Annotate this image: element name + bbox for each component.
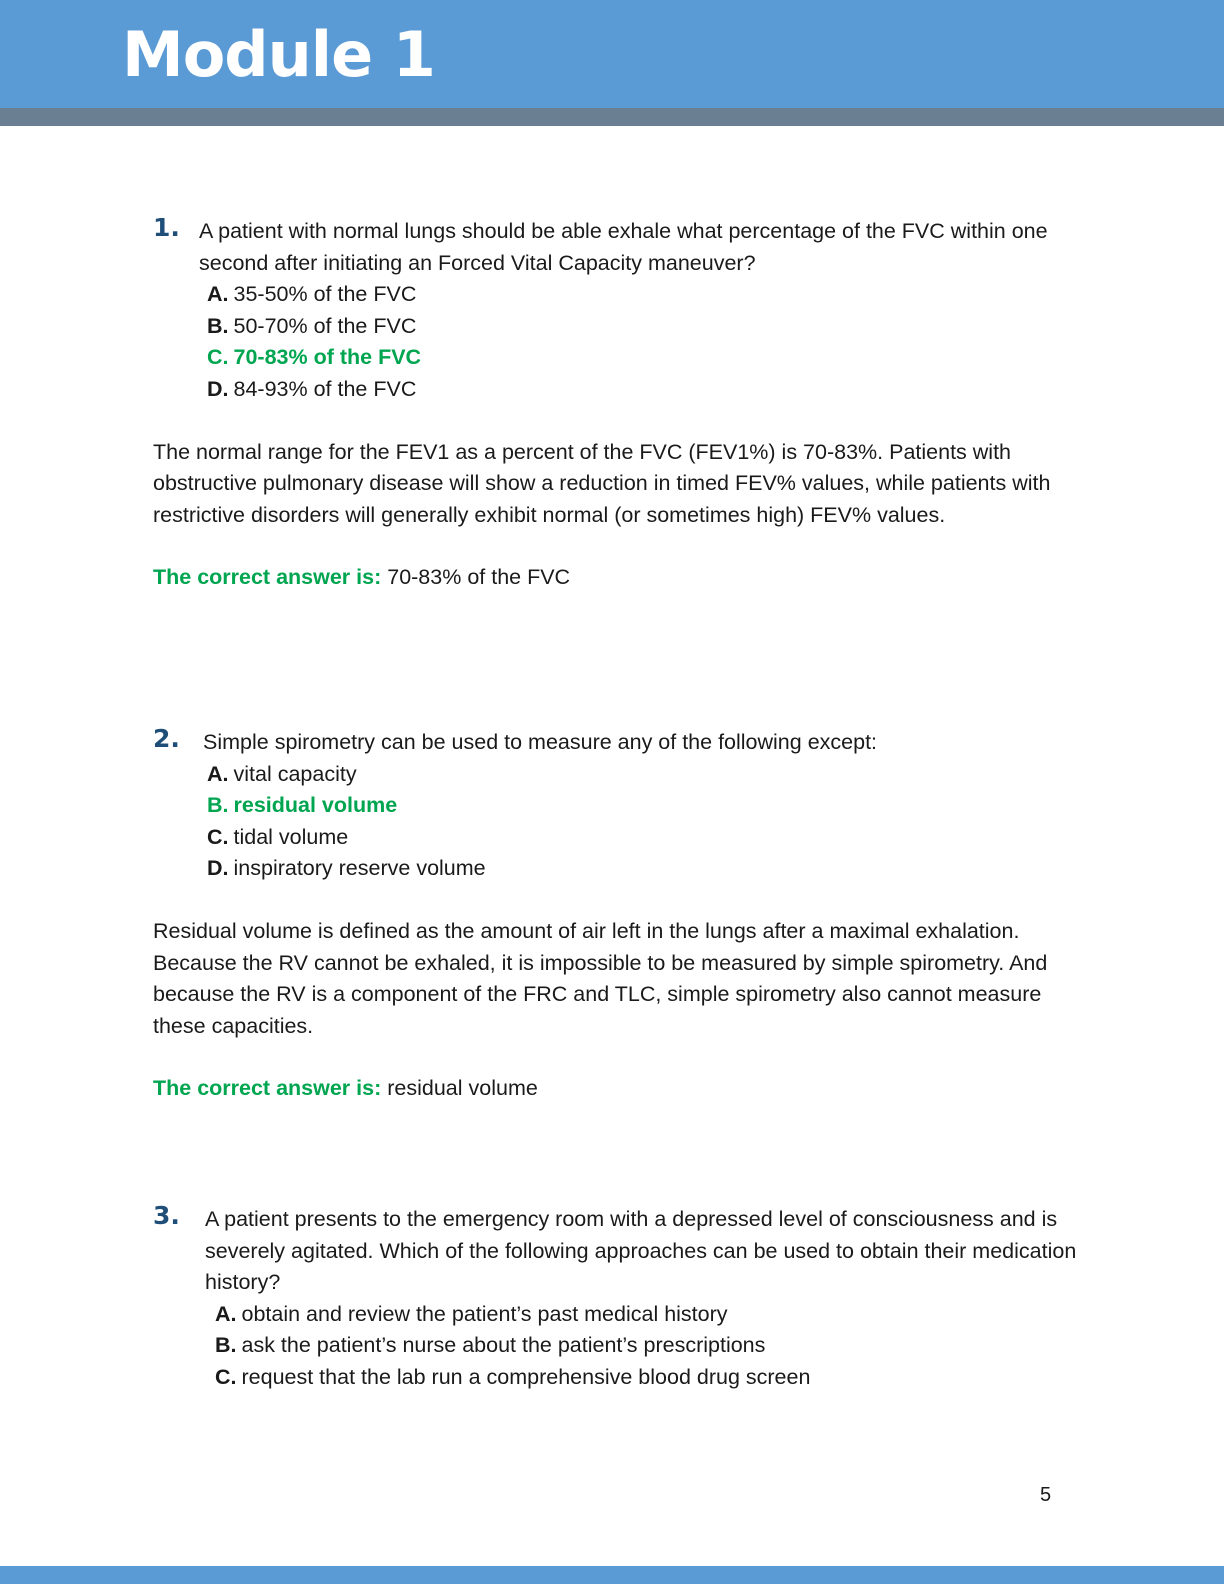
footer-band (0, 1566, 1224, 1584)
options-list (207, 279, 1093, 405)
answer-value: residual volume (387, 1076, 538, 1101)
option-text: 70-83% of the FVC (233, 345, 422, 370)
header-rule (0, 108, 1224, 126)
option-text: 35-50% of the FVC (233, 282, 417, 307)
option-letter: B. (207, 793, 229, 818)
option-text: ask the patient’s nurse about the patient’s prescriptions (241, 1333, 766, 1358)
question-number: 3. (153, 1201, 180, 1230)
option-letter: D. (207, 856, 229, 881)
option-letter: B. (215, 1333, 237, 1358)
option-text: 50-70% of the FVC (233, 313, 417, 338)
question-number: 2. (153, 724, 180, 753)
option-text: request that the lab run a comprehensive blood drug screen (241, 1364, 811, 1389)
explanation: The normal range for the FEV1 as a percent of the FVC (FEV1%) is 70-83%. Patients with obstructive pulmonary disease will show a reduction in timed FEV% values, while patients with restrictive disorders will generally exhibit normal (or sometimes high) FEV% values. (153, 439, 1051, 527)
option-text: obtain and review the patient’s past medical history (241, 1301, 728, 1326)
question-2 (153, 724, 1093, 1105)
option-d (207, 374, 1093, 406)
question-3 (153, 1201, 1093, 1394)
option-b-correct (207, 790, 1093, 822)
answer-label: The correct answer is: (153, 1076, 382, 1101)
option-c (207, 822, 1093, 854)
option-text: 84-93% of the FVC (233, 376, 417, 401)
option-text: vital capacity (233, 761, 357, 786)
option-d (207, 853, 1093, 885)
option-a (207, 759, 1093, 791)
question-text: A patient with normal lungs should be able exhale what percentage of the FVC within one second after initiating an Forced Vital Capacity maneuver? (199, 219, 1048, 275)
option-text: residual volume (233, 793, 398, 818)
option-letter: C. (207, 345, 229, 370)
option-a (215, 1299, 1093, 1331)
answer-value: 70-83% of the FVC (387, 565, 571, 590)
option-letter: C. (207, 824, 229, 849)
option-b (207, 311, 1093, 343)
question-text: A patient presents to the emergency room with a depressed level of consciousness and is severely agitated. Which of the following approaches can be used to obtain their medication history? (205, 1207, 1077, 1295)
option-c-correct (207, 342, 1093, 374)
page-number: 5 (1040, 1484, 1052, 1506)
options-list (215, 1299, 1093, 1394)
answer-label: The correct answer is: (153, 565, 382, 590)
explanation: Residual volume is defined as the amount of air left in the lungs after a maximal exhalation. Because the RV cannot be exhaled, it is impossible to be measured by simple spirometry. And because the RV is a component of the FRC and TLC, simple spirometry also cannot measure these capacities. (153, 918, 1048, 1038)
options-list (207, 759, 1093, 885)
option-letter: A. (207, 761, 229, 786)
module-title: Module 1 (122, 18, 435, 91)
option-text: inspiratory reserve volume (233, 856, 486, 881)
question-number: 1. (153, 213, 180, 242)
option-letter: B. (207, 313, 229, 338)
option-letter: A. (207, 282, 229, 307)
question-text: Simple spirometry can be used to measure any of the following except: (203, 730, 878, 754)
correct-answer (153, 1073, 1093, 1105)
question-1 (153, 213, 1093, 594)
correct-answer (153, 562, 1093, 594)
option-c (215, 1362, 1093, 1394)
option-letter: D. (207, 376, 229, 401)
option-text: tidal volume (233, 824, 349, 849)
option-letter: C. (215, 1364, 237, 1389)
option-a (207, 279, 1093, 311)
option-b (215, 1330, 1093, 1362)
option-letter: A. (215, 1301, 237, 1326)
